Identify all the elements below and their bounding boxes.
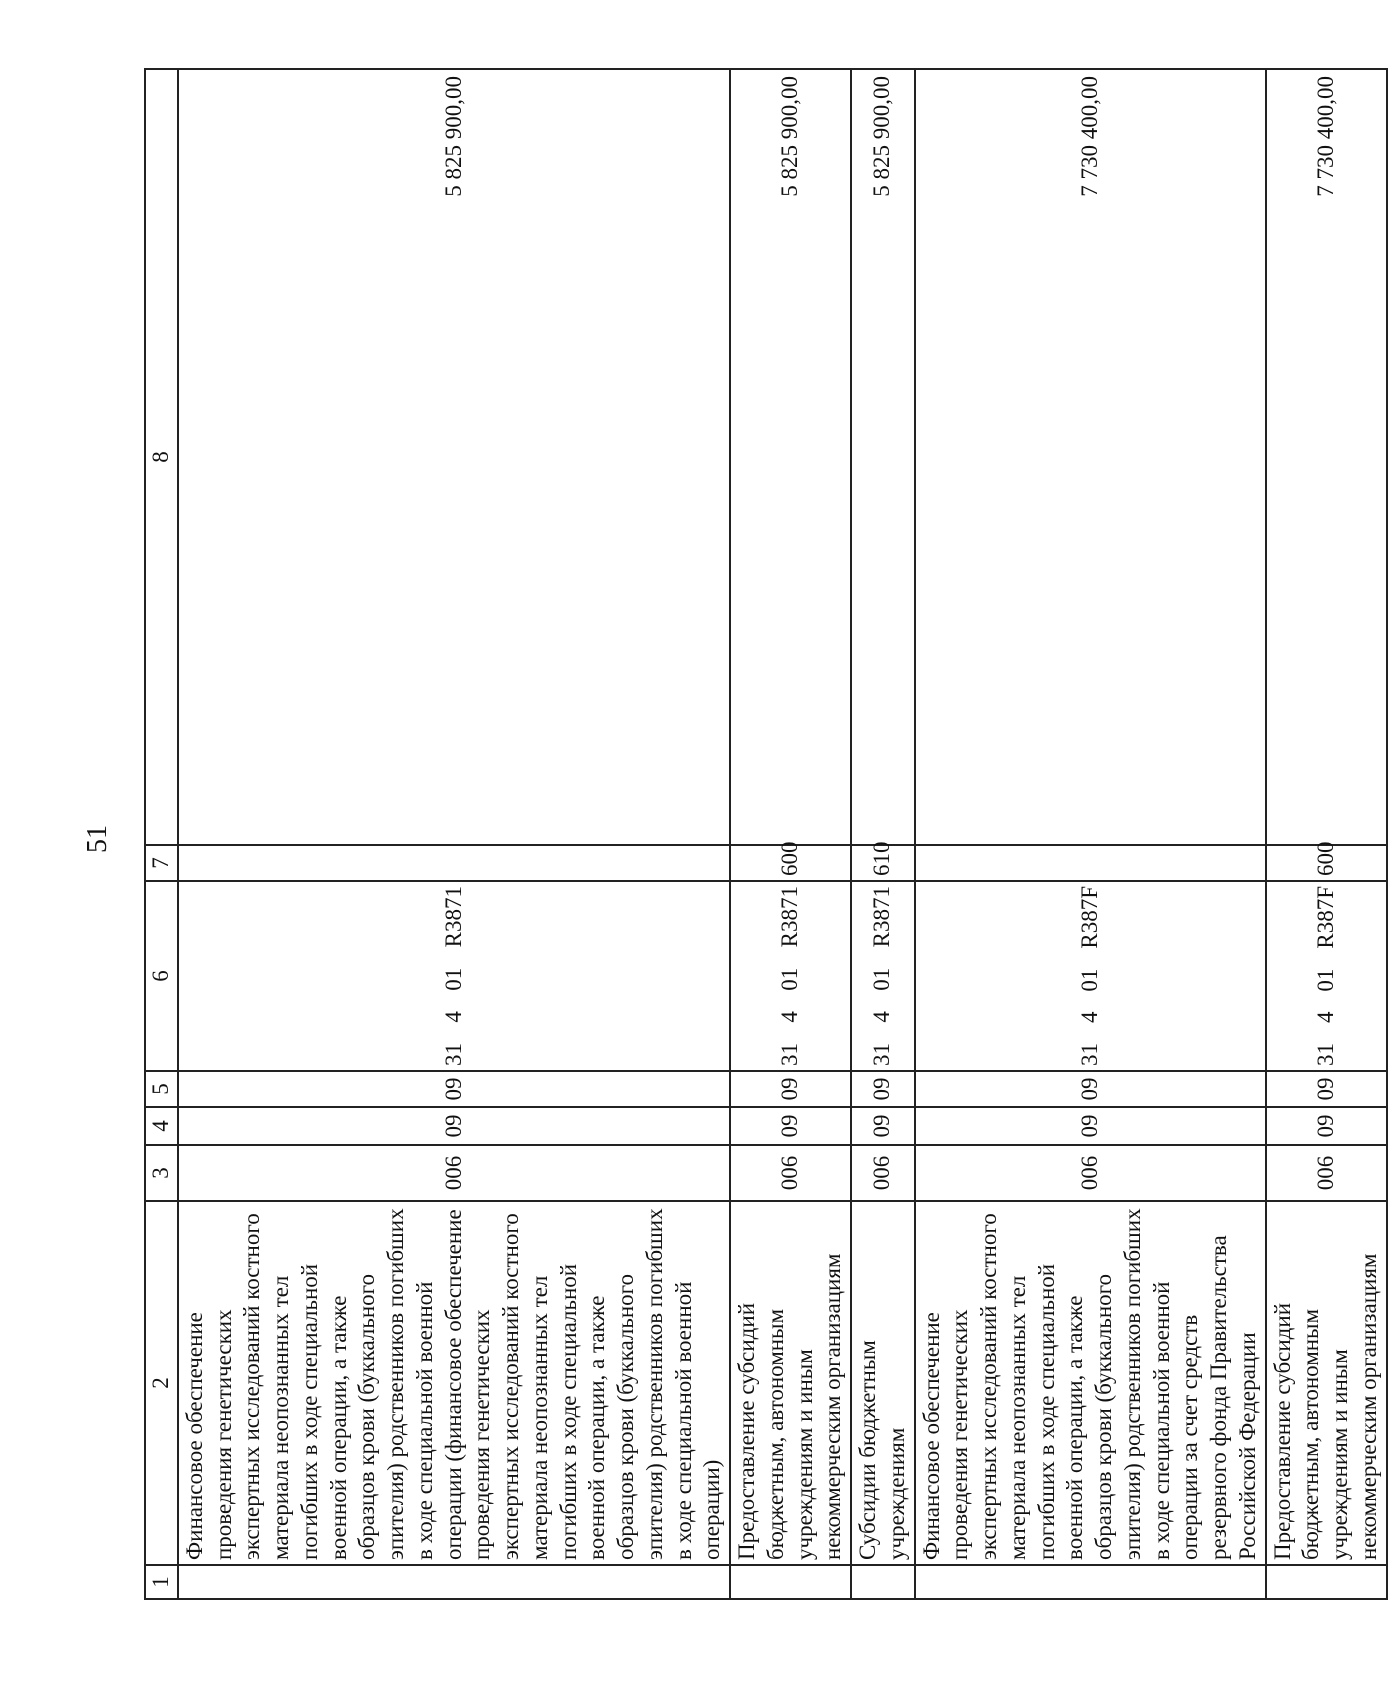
program-code: 31	[1312, 1043, 1338, 1066]
header-col-3: 3	[145, 1145, 178, 1201]
header-col-6: 6	[145, 881, 178, 1071]
direction-code: R387F	[1076, 886, 1102, 949]
row-name: Субсидии бюджетным учреждениям	[851, 1201, 915, 1565]
header-col-2: 2	[145, 1201, 178, 1565]
section-code: 09	[915, 1107, 1266, 1145]
grbs-code: 006	[915, 1145, 1266, 1201]
target-article-code	[1266, 881, 1387, 1071]
subprogram-code: 4	[1312, 1011, 1338, 1024]
row-name: Предоставление субсидий бюджетным, автономным учреждениям и иным некоммерческим организациям	[730, 1201, 851, 1565]
target-article-code	[915, 881, 1266, 1071]
section-code: 09	[1266, 1107, 1387, 1145]
subprogram-code: 4	[440, 1011, 466, 1023]
table-row	[915, 69, 1266, 1599]
event-code: 01	[1312, 968, 1338, 992]
header-col-4: 4	[145, 1107, 178, 1145]
program-code: 31	[869, 1043, 895, 1066]
rotated-table-wrapper	[144, 70, 1381, 1600]
header-col-8: 8	[145, 69, 178, 845]
subsection-code: 09	[851, 1071, 915, 1107]
program-code: 31	[440, 1043, 466, 1066]
table-row	[1266, 69, 1387, 1599]
grbs-code: 006	[851, 1145, 915, 1201]
target-article-code	[730, 881, 851, 1071]
row-number	[915, 1565, 1266, 1599]
budget-table	[144, 68, 1388, 1600]
subsection-code: 09	[178, 1071, 730, 1107]
subprogram-code: 4	[869, 1011, 895, 1023]
event-code: 01	[1076, 968, 1102, 992]
grbs-code: 006	[730, 1145, 851, 1201]
expense-type-code: 600	[1266, 845, 1387, 881]
header-col-5: 5	[145, 1071, 178, 1107]
direction-code: R3871	[777, 886, 803, 948]
direction-code: R3871	[869, 886, 895, 948]
table-row	[178, 69, 730, 1599]
table-row	[851, 69, 915, 1599]
event-code: 01	[440, 967, 466, 991]
target-article-code	[851, 881, 915, 1071]
program-code: 31	[777, 1043, 803, 1066]
subsection-code: 09	[730, 1071, 851, 1107]
direction-code: R3871	[440, 886, 466, 948]
amount: 7 730 400,00	[1266, 69, 1387, 845]
amount: 5 825 900,00	[178, 69, 730, 845]
header-col-1: 1	[145, 1565, 178, 1599]
row-name: Финансовое обеспечение проведения генетических экспертных исследований костного материала неопознанных тел погибших в ходе специальной военной операции, а также образцов крови (буккального эпителия) родственников погибших в ходе специальной военной операции за счет средств резервного фонда Правительства Российской Федерации	[915, 1201, 1266, 1565]
amount: 5 825 900,00	[730, 69, 851, 845]
expense-type-code: 600	[730, 845, 851, 881]
target-article-code	[178, 881, 730, 1071]
subsection-code: 09	[1266, 1071, 1387, 1107]
expense-type-code	[178, 845, 730, 881]
row-number	[1266, 1565, 1387, 1599]
expense-type-code: 610	[851, 845, 915, 881]
row-name: Финансовое обеспечение проведения генетических экспертных исследований костного материала неопознанных тел погибших в ходе специальной военной операции, а также образцов крови (буккального эпителия) родственников погибших в ходе специальной военной операции (финансовое обеспечение проведения генетических экспертных исследований костного материала неопознанных тел погибших в ходе специальной военной операции, а также образцов крови (буккального эпителия) родственников погибших в ходе специальной военной операции)	[178, 1201, 730, 1565]
subsection-code: 09	[915, 1071, 1266, 1107]
row-number	[730, 1565, 851, 1599]
section-code: 09	[851, 1107, 915, 1145]
grbs-code: 006	[1266, 1145, 1387, 1201]
section-code: 09	[178, 1107, 730, 1145]
page-number: 51	[82, 825, 113, 853]
subprogram-code: 4	[777, 1011, 803, 1023]
subprogram-code: 4	[1076, 1011, 1102, 1024]
event-code: 01	[777, 967, 803, 991]
table-row	[730, 69, 851, 1599]
row-number	[851, 1565, 915, 1599]
amount: 5 825 900,00	[851, 69, 915, 845]
program-code: 31	[1076, 1043, 1102, 1066]
expense-type-code	[915, 845, 1266, 881]
section-code: 09	[730, 1107, 851, 1145]
amount: 7 730 400,00	[915, 69, 1266, 845]
header-col-7: 7	[145, 845, 178, 881]
row-number	[178, 1565, 730, 1599]
row-name: Предоставление субсидий бюджетным, автономным учреждениям и иным некоммерческим организациям	[1266, 1201, 1387, 1565]
event-code: 01	[869, 967, 895, 991]
grbs-code: 006	[178, 1145, 730, 1201]
direction-code: R387F	[1312, 886, 1338, 949]
header-row	[145, 69, 178, 1599]
